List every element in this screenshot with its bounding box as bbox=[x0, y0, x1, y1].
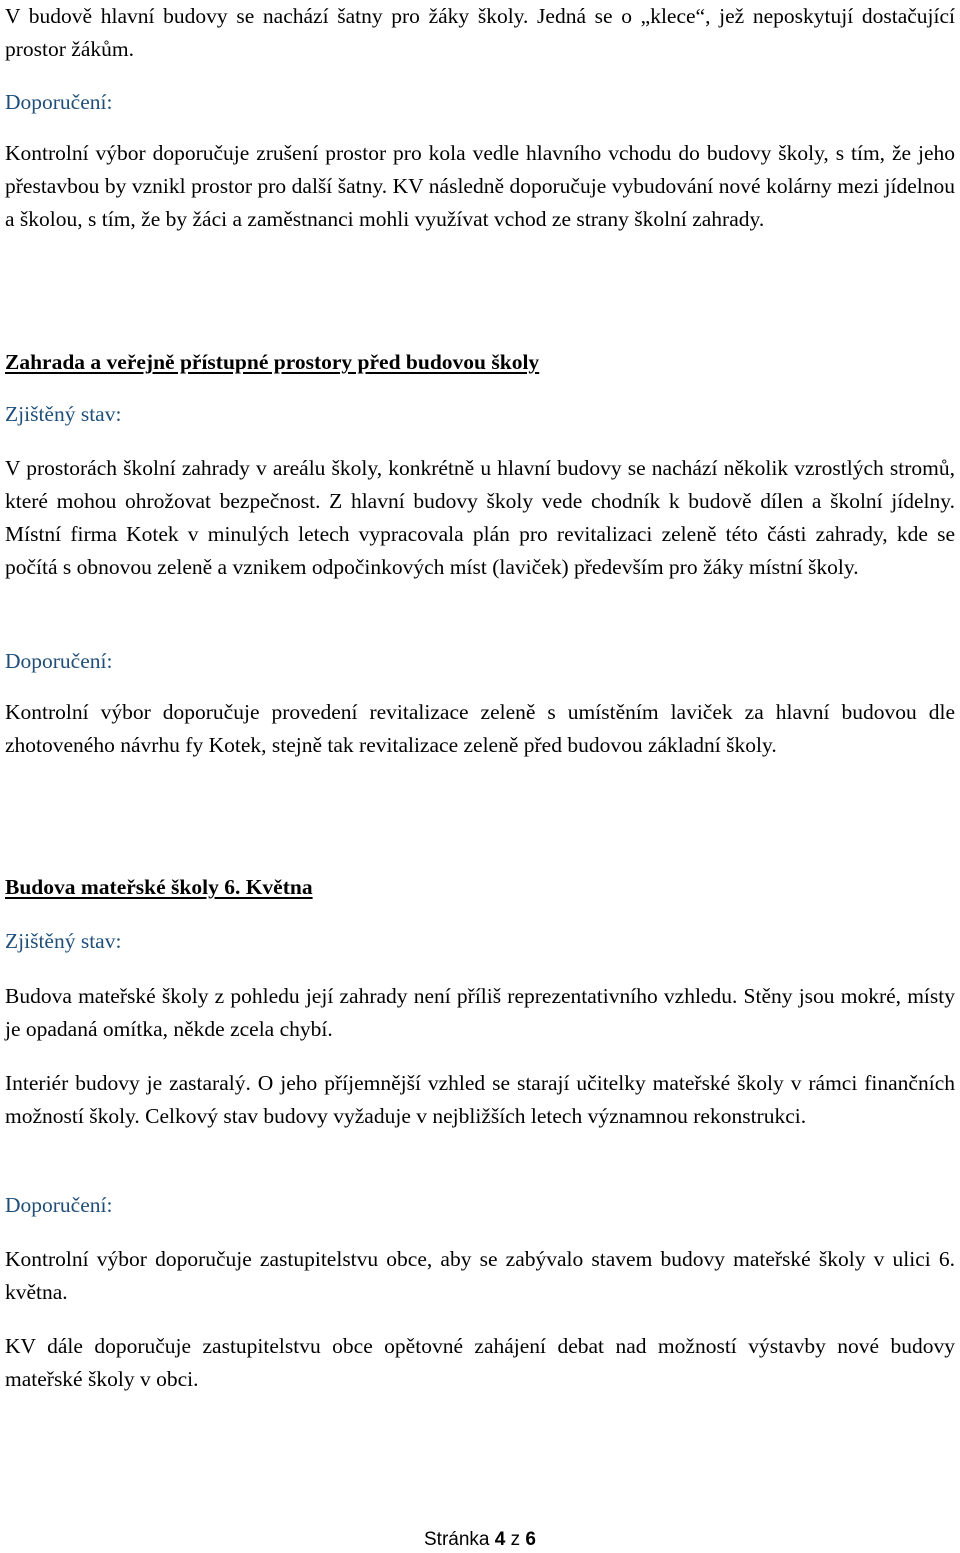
kindergarten-recommendation-paragraph-1: Kontrolní výbor doporučuje zastupitelstvu obce, aby se zabývalo stavem budovy mateřské školy v ulici 6. května. bbox=[5, 1247, 955, 1304]
total-pages-number: 6 bbox=[525, 1529, 536, 1550]
current-page-number: 4 bbox=[494, 1529, 506, 1550]
intro-recommendation-label: Doporučení: bbox=[5, 90, 113, 114]
garden-state-label: Zjištěný stav: bbox=[5, 402, 122, 426]
garden-recommendation-paragraph: Kontrolní výbor doporučuje provedení revitalizace zeleně s umístěním laviček za hlavní budovou dle zhotoveného návrhu fy Kotek, stejně tak revitalizace zeleně před budovou základní školy. bbox=[5, 700, 955, 757]
kindergarten-recommendation-label: Doporučení: bbox=[5, 1193, 113, 1217]
intro-recommendation-paragraph: Kontrolní výbor doporučuje zrušení prostor pro kola vedle hlavního vchodu do budovy školy, s tím, že jeho přestavbou by vznikl prostor pro další šatny. KV následně doporučuje vybudování nové kolárny mezi jídelnou a školou, s tím, že by žáci a zaměstnanci mohli využívat vchod ze strany školní zahrady. bbox=[5, 141, 955, 231]
page-footer bbox=[0, 1527, 960, 1553]
page-of-word: z bbox=[510, 1529, 521, 1550]
garden-section-heading: Zahrada a veřejně přístupné prostory před budovou školy bbox=[5, 350, 540, 374]
kindergarten-state-paragraph-1: Budova mateřské školy z pohledu její zahrady není příliš reprezentativního vzhledu. Stěny jsou mokré, místy je opadaná omítka, někde zcela chybí. bbox=[5, 984, 955, 1041]
page-word: Stránka bbox=[424, 1529, 490, 1550]
kindergarten-state-label: Zjištěný stav: bbox=[5, 929, 122, 953]
kindergarten-recommendation-paragraph-2: KV dále doporučuje zastupitelstvu obce opětovné zahájení debat nad možností výstavby nové budovy mateřské školy v obci. bbox=[5, 1334, 955, 1391]
garden-recommendation-label: Doporučení: bbox=[5, 649, 113, 673]
garden-state-paragraph: V prostorách školní zahrady v areálu školy, konkrétně u hlavní budovy se nachází několik vzrostlých stromů, které mohou ohrožovat bezpečnost. Z hlavní budovy školy vede chodník k budově dílen a školní jídelny. Místní firma Kotek v minulých letech vypracovala plán pro revitalizaci zeleně této části zahrady, kde se počítá s obnovou zeleně a vznikem odpočinkových míst (laviček) především pro žáky místní školy. bbox=[5, 456, 955, 579]
kindergarten-section-heading: Budova mateřské školy 6. Května bbox=[5, 875, 313, 899]
intro-paragraph: V budově hlavní budovy se nachází šatny pro žáky školy. Jedná se o „klece“, jež neposkytují dostačující prostor žákům. bbox=[5, 4, 955, 61]
kindergarten-state-paragraph-2: Interiér budovy je zastaralý. O jeho příjemnější vzhled se starají učitelky mateřské školy v rámci finančních možností školy. Celkový stav budovy vyžaduje v nejbližších letech významnou rekonstrukci. bbox=[5, 1071, 955, 1128]
